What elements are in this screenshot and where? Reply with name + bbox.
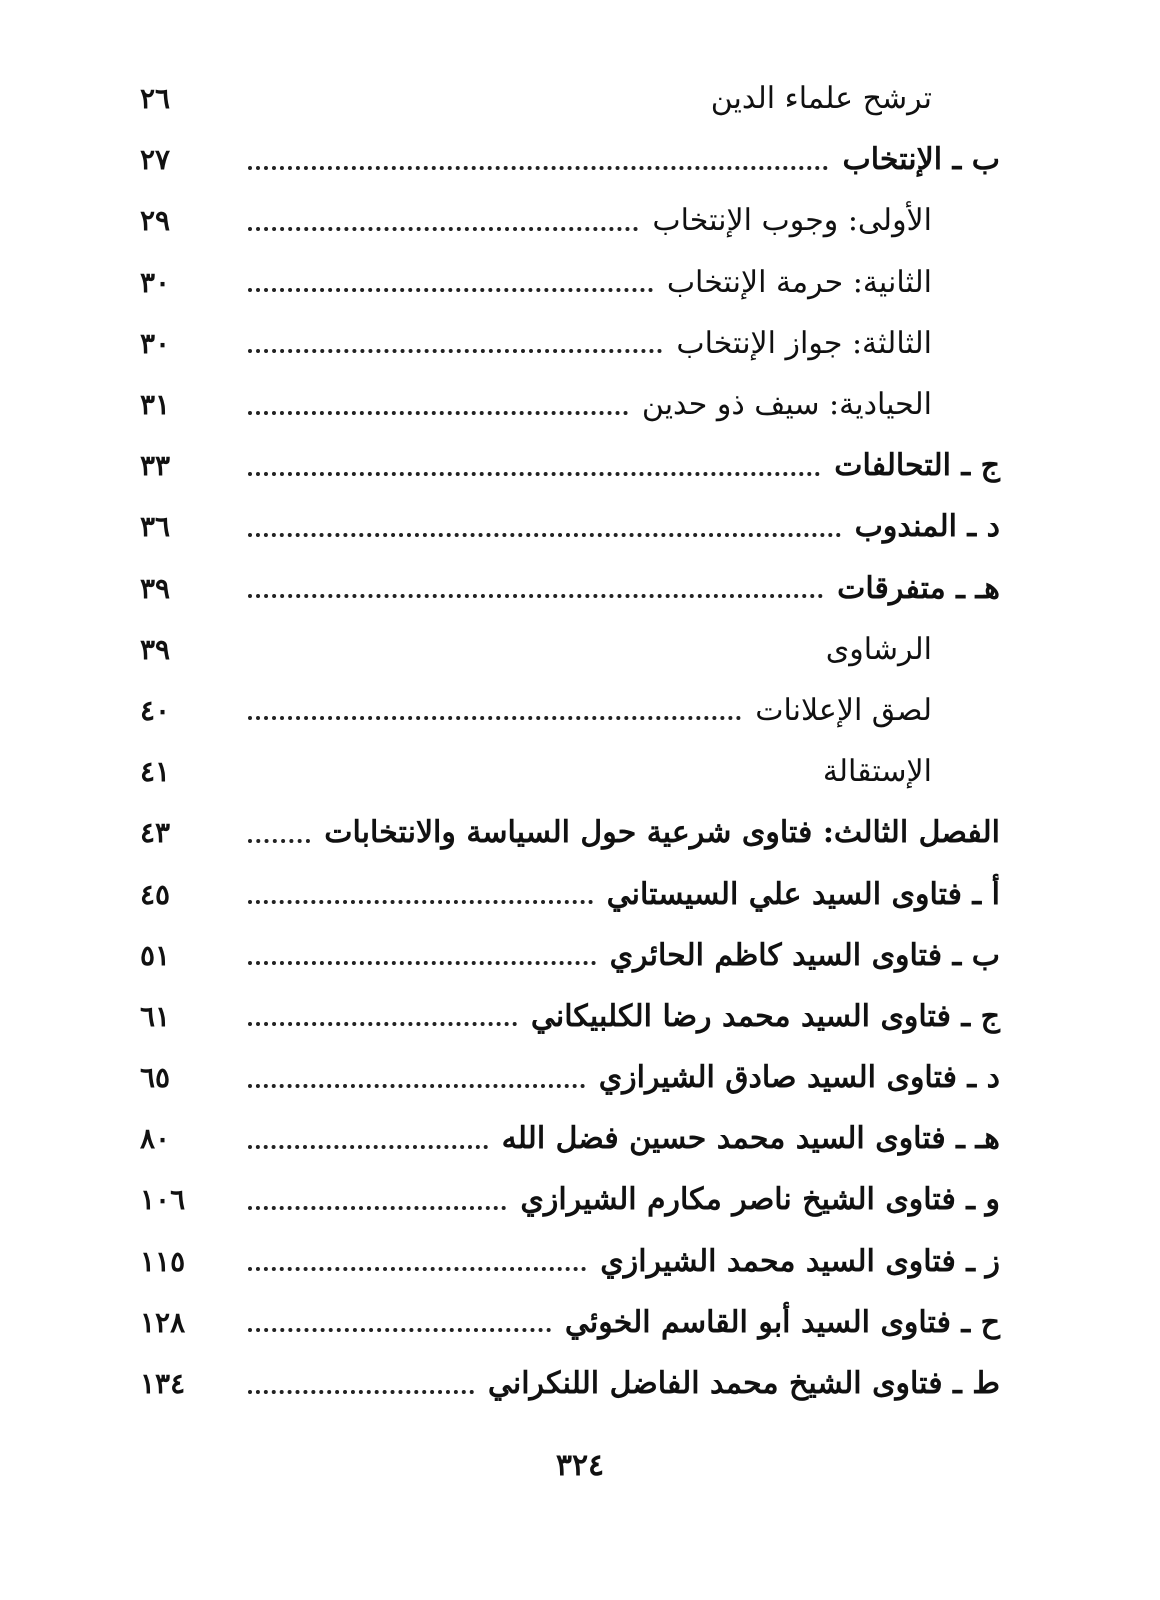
- toc-dot-leader: [248, 288, 653, 292]
- toc-dot-leader: [248, 1328, 551, 1332]
- toc-dot-leader: [248, 1206, 506, 1210]
- toc-entry-title: ترشح علماء الدين: [710, 81, 932, 117]
- toc-entry-page: ٤١: [140, 755, 171, 789]
- toc-entry-title: و ـ فتاوى الشيخ ناصر مكارم الشيرازي: [520, 1182, 1000, 1218]
- toc-dot-leader: [248, 166, 828, 170]
- toc-entry-page: ٣٦: [140, 510, 171, 544]
- toc-entry: [140, 1353, 1000, 1414]
- toc-entry: [140, 129, 1000, 190]
- toc-entry-page: ٣٠: [140, 326, 171, 360]
- toc-entry-title: ج ـ التحالفات: [834, 448, 1000, 484]
- toc-entry-page: ٥١: [140, 938, 171, 972]
- toc-dot-leader: [248, 1390, 474, 1394]
- toc-dot-leader: [248, 472, 820, 476]
- toc-dot-leader: [248, 1022, 517, 1026]
- toc-entry-title: الثانية: حرمة الإنتخاب: [666, 264, 932, 300]
- toc-dot-leader: [248, 716, 741, 720]
- page-number: ٣٢٤: [555, 1448, 605, 1483]
- toc-entry-title: الثالثة: جواز الإنتخاب: [676, 325, 932, 361]
- toc-entry-title: الأولى: وجوب الإنتخاب: [652, 203, 932, 239]
- toc-entry-title: ح ـ فتاوى السيد أبو القاسم الخوئي: [564, 1304, 1000, 1340]
- toc-entry: [140, 313, 1000, 374]
- toc-entry-title: الإستقالة: [822, 754, 932, 790]
- toc-dot-leader: [248, 900, 593, 904]
- toc-dot-leader: [248, 349, 662, 353]
- toc-entry: [140, 252, 1000, 313]
- toc-entry-page: ٤٥: [140, 877, 171, 911]
- toc-entry-page: ٣٠: [140, 265, 171, 299]
- toc-entry: [140, 190, 1000, 251]
- toc-entry-page: ٢٩: [140, 204, 171, 238]
- toc-entry-title: هـ ـ متفرقات: [837, 570, 1000, 606]
- toc-entry: [140, 496, 1000, 557]
- toc-entry: [140, 741, 1000, 802]
- toc-entry-page: ٣١: [140, 388, 171, 422]
- toc-dot-leader: [248, 961, 596, 965]
- toc-dot-leader: [248, 533, 841, 537]
- toc-entry-page: ٦٥: [140, 1061, 171, 1095]
- toc-dot-leader: [248, 1145, 488, 1149]
- toc-entry-page: ١٣٤: [140, 1367, 186, 1401]
- toc-entry-page: ٢٦: [140, 82, 171, 116]
- toc-entry: [140, 1231, 1000, 1292]
- toc-entry-title: هـ ـ فتاوى السيد محمد حسين فضل الله: [501, 1121, 1000, 1157]
- toc-entry: [140, 863, 1000, 924]
- toc-dot-leader: [248, 1084, 585, 1088]
- toc-dot-leader: [248, 411, 628, 415]
- toc-entry-title: د ـ المندوب: [854, 509, 1000, 545]
- toc-entry-page: ١٢٨: [140, 1305, 186, 1339]
- toc-entry: [140, 558, 1000, 619]
- toc-entry: [140, 1047, 1000, 1108]
- toc-entry-page: ٤٠: [140, 693, 171, 727]
- toc-entry-page: ٢٧: [140, 143, 171, 177]
- toc-entry-page: ١١٥: [140, 1244, 186, 1278]
- toc-entry-title: ب ـ فتاوى السيد كاظم الحائري: [609, 937, 1000, 973]
- toc-entry-page: ٣٩: [140, 632, 171, 666]
- toc-dot-leader: [248, 594, 823, 598]
- toc-entry: [140, 986, 1000, 1047]
- table-of-contents: [140, 68, 1000, 1414]
- toc-entry: [140, 435, 1000, 496]
- toc-entry-title: د ـ فتاوى السيد صادق الشيرازي: [598, 1060, 1000, 1096]
- toc-entry-title: الفصل الثالث: فتاوى شرعية حول السياسة والانتخابات: [324, 815, 1000, 851]
- toc-entry: [140, 1169, 1000, 1230]
- toc-entry: [140, 925, 1000, 986]
- toc-entry-title: الرشاوى: [825, 631, 932, 667]
- toc-entry-title: ب ـ الإنتخاب: [842, 142, 1000, 178]
- toc-dot-leader: [248, 1267, 586, 1271]
- toc-entry-title: ج ـ فتاوى السيد محمد رضا الكلبيكاني: [530, 998, 1000, 1034]
- toc-entry-page: ٤٣: [140, 816, 171, 850]
- toc-entry-title: ط ـ فتاوى الشيخ محمد الفاضل اللنكراني: [487, 1366, 1000, 1402]
- toc-entry-page: ١٠٦: [140, 1183, 186, 1217]
- toc-entry-title: لصق الإعلانات: [755, 692, 932, 728]
- toc-entry-page: ٣٣: [140, 449, 171, 483]
- toc-entry-title: أ ـ فتاوى السيد علي السيستاني: [606, 876, 1000, 912]
- toc-entry: [140, 802, 1000, 863]
- toc-entry-page: ٨٠: [140, 1122, 171, 1156]
- toc-entry: [140, 1292, 1000, 1353]
- toc-entry: [140, 374, 1000, 435]
- toc-entry: [140, 619, 1000, 680]
- toc-entry-title: ز ـ فتاوى السيد محمد الشيرازي: [600, 1243, 1000, 1279]
- toc-entry: [140, 1108, 1000, 1169]
- toc-entry-page: ٣٩: [140, 571, 171, 605]
- toc-entry: [140, 680, 1000, 741]
- toc-dot-leader: [248, 227, 638, 231]
- toc-entry-title: الحيادية: سيف ذو حدين: [641, 387, 932, 423]
- toc-dot-leader: [248, 839, 310, 843]
- toc-entry: [140, 68, 1000, 129]
- toc-entry-page: ٦١: [140, 999, 171, 1033]
